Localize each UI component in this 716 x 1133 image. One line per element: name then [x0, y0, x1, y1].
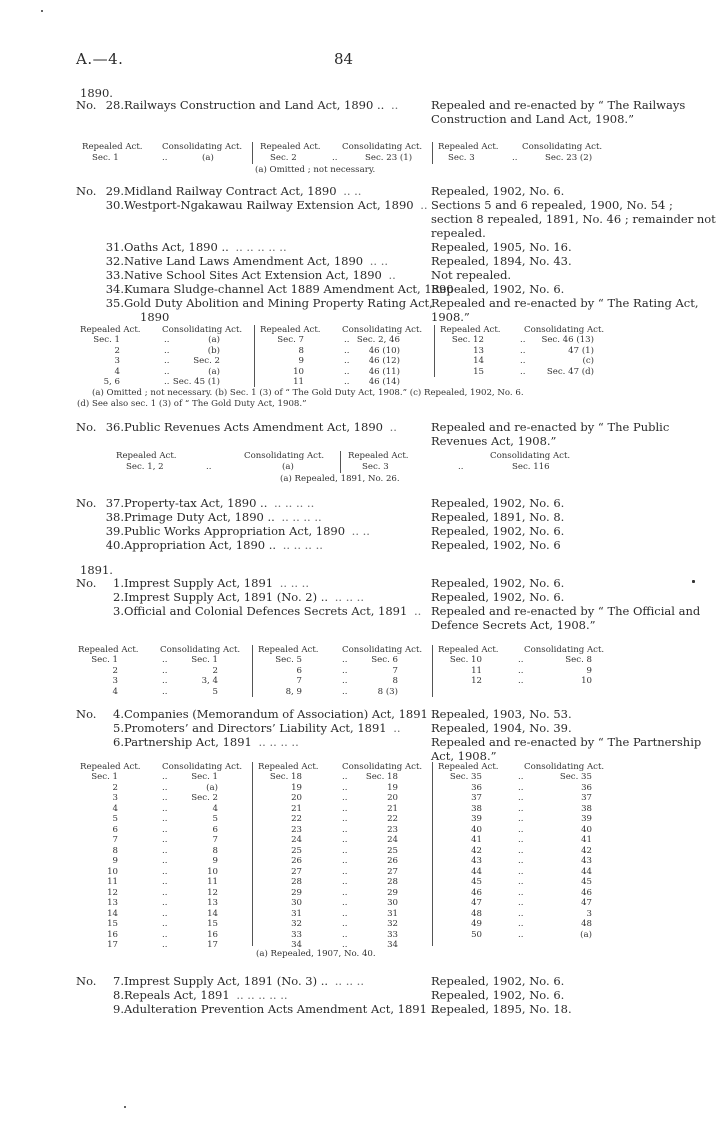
table-cell: 4 — [212, 803, 218, 814]
table-cell: 41 — [471, 835, 482, 845]
table-cell: 10 — [107, 866, 118, 877]
table-cell: 19 — [387, 782, 398, 793]
act-entry-1891-9: 9. Adulteration Prevention Acts Amendment Act, 1891 .. Repealed, 1895, No. 18. — [113, 1002, 572, 1016]
table-footnote: (d) See also sec. 1 (3) of “ The Gold Duty Act, 1908.” — [77, 399, 307, 409]
act-entry-1890-28 — [76, 98, 686, 140]
table-cell: Sec. 2 — [193, 356, 220, 366]
table-cell: 28 — [387, 877, 398, 887]
table-cell: 19 — [291, 782, 302, 793]
table-cell: 16 — [107, 929, 118, 940]
table-cell: 3 — [112, 676, 118, 686]
table-cell: 7 — [212, 835, 218, 845]
table-cell: Sec. 6 — [371, 655, 398, 665]
table-cell: 48 — [581, 919, 592, 929]
table-cell: 7 — [392, 665, 398, 676]
act-entry-1891-3: 3. Official and Colonial Defences Secrets Act, 1891 .. Repealed and re-enacted by “ The Official and Defence Secrets Act, 1908.” — [113, 604, 701, 632]
table-cell: 20 — [291, 793, 302, 803]
table-footnote: (a) Omitted ; not necessary. (b) Sec. 1 (3) of “ The Gold Duty Act, 1908.” (c) Repealed, 1902, No. 6. — [92, 388, 524, 398]
table-cell: 23 — [387, 824, 398, 835]
table-cell: 46 (10) — [368, 345, 400, 356]
table-cell: 40 — [581, 824, 592, 835]
table-cell: 26 — [291, 856, 302, 866]
table-cell: 24 — [291, 835, 302, 845]
table-cell: 9 — [112, 856, 118, 866]
act-entry-1890-32: 32. Native Land Laws Amendment Act, 1890 .. .. Repealed, 1894, No. 43. — [105, 254, 572, 268]
table-cell: 46 (14) — [368, 377, 400, 387]
table-cell: (c) — [582, 356, 594, 366]
table-cell: 3 — [114, 356, 120, 366]
table-cell: 3 — [586, 908, 592, 919]
table-cell: 8, 9 — [285, 686, 302, 697]
table-cell: 25 — [387, 845, 398, 856]
table-cell: 5 — [112, 814, 118, 824]
table-cell: 44 — [581, 866, 592, 877]
table-cell: 45 — [581, 877, 592, 887]
table-cell: 46 (12) — [368, 356, 400, 366]
table-cell: 2 — [112, 665, 118, 676]
table-cell: 38 — [581, 803, 592, 814]
table-cell: 34 — [387, 940, 398, 950]
table-cell: 43 — [581, 856, 592, 866]
table-cell: 41 — [581, 835, 592, 845]
table-cell: 8 — [298, 345, 304, 356]
act-entry-1891-1: No. 1. Imprest Supply Act, 1891 .. .. .. Repealed, 1902, No. 6. — [76, 576, 565, 590]
table-cell: 29 — [291, 887, 302, 898]
table-1891-6: Repealed Act. Consolidating Act. Repealed Act. Consolidating Act. Repealed Act. Consolidating Act. Sec. 1 Sec. 1 .. Sec. 18 Sec. 18 .. Sec. 35 Sec. 35 .. 2 (a) .. 19 19 .. 36 36 .. 3 Sec. 2 .. 20 20 .. 37 37 .. 4 4 .. 21 21 .. 38 38 .. 5 5 .. 22 22 .. 39 39 .. 6 6 .. 23 23 .. 40 40 .. 7 7 .. 24 24 .. 41 41 .. 8 8 .. 25 25 .. 42 42 .. 9 9 .. 26 26 .. 43 43 .. 10 10 .. 27 27 .. 44 44 .. 11 11 .. 28 28 .. 45 45 .. 12 12 .. 29 29 .. 46 46 .. 13 13 .. 30 30 .. 47 47 .. 14 14 .. 31 31 .. 48 3 .. 15 15 .. 32 32 .. 49 48 .. 16 16 .. 33 33 .. 50 (a) .. 17 17 .. 34 34 .. (a) Repealed, 1907, No. 40. — [80, 762, 605, 959]
table-cell: 27 — [291, 866, 302, 877]
table-1890-35: Repealed Act. Consolidating Act. Repealed Act. Consolidating Act. Repealed Act. Consolidating Act. Sec. 1 (a) .. Sec. 7 Sec. 2, 46 .. Sec. 12 Sec. 46 (13) .. 2 (b) .. 8 46 (10) .. 13 47 (1) .. 3 Sec. 2 .. 9 46 (12) .. 14 (c) .. 4 (a) .. 10 46 (11) .. 15 Sec. 47 (d) .. 5, 6 Sec. 45 (1) .. 11 46 (14) .. (a) Omitted ; not necessary. (b) Sec. 1 (3) of “ The Gold Duty Act, 1908.” (c) Repealed, 1902, No. 6. (d) See also sec. 1 (3) of “ The Gold Duty Act, 1908.” — [77, 325, 605, 409]
table-cell: 8 — [112, 845, 118, 856]
table-cell: 12 — [207, 887, 218, 898]
table-cell: 15 — [473, 366, 484, 377]
table-cell: Sec. 1 — [93, 335, 120, 345]
act-status: Repealed and re-enacted by “ The Railways Construction and Land Act, 1908.” — [431, 98, 686, 126]
table-cell: Sec. 2 — [270, 153, 297, 163]
table-cell: 13 — [473, 345, 484, 356]
table-cell: Sec. 1 — [92, 153, 119, 163]
table-cell: 14 — [473, 356, 484, 366]
table-cell: (a) — [206, 782, 218, 793]
table-cell: 40 — [471, 824, 482, 835]
table-cell: 46 — [581, 887, 592, 898]
act-entry-1890-40: 40. Appropriation Act, 1890 .. .. .. .. .. Repealed, 1902, No. 6 — [105, 538, 561, 552]
table-cell: 16 — [207, 929, 218, 940]
table-cell: 33 — [291, 929, 302, 940]
table-cell: 36 — [581, 782, 592, 793]
table-cell: 9 — [586, 665, 592, 676]
table-cell: 43 — [471, 856, 482, 866]
table-cell: 22 — [387, 814, 398, 824]
table-cell: 11 — [207, 877, 218, 887]
table-cell: Sec. 5 — [275, 655, 302, 665]
table-cell: 2 — [114, 345, 120, 356]
table-cell: 23 — [291, 824, 302, 835]
act-entry-1890-29: No. 29. Midland Railway Contract Act, 1890 .. .. Repealed, 1902, No. 6. — [76, 184, 565, 198]
table-cell: 37 — [471, 793, 482, 803]
table-cell: Sec. 1 — [91, 772, 118, 782]
table-cell: 47 (1) — [568, 345, 594, 356]
table-cell: 44 — [471, 866, 482, 877]
table-cell: 14 — [107, 908, 118, 919]
act-entry-1890-37: No. 37. Property-tax Act, 1890 .. .. .. .. .. Repealed, 1902, No. 6. — [76, 496, 565, 510]
table-cell: 47 — [581, 898, 592, 908]
table-cell: 38 — [471, 803, 482, 814]
table-cell: 39 — [581, 814, 592, 824]
table-cell: 42 — [471, 845, 482, 856]
table-cell: 21 — [291, 803, 302, 814]
table-cell: 12 — [107, 887, 118, 898]
table-cell: 5, 6 — [103, 377, 120, 387]
table-cell: 26 — [387, 856, 398, 866]
table-cell: 17 — [207, 940, 218, 950]
act-entry-1890-39: 39. Public Works Appropriation Act, 1890 .. .. Repealed, 1902, No. 6. — [105, 524, 565, 538]
table-cell: 33 — [387, 929, 398, 940]
col-header-consolidating: Consolidating Act. — [162, 142, 243, 152]
table-1890-28: Repealed Act. Consolidating Act. Repealed Act. Consolidating Act. Repealed Act. Consolidating Act. Sec. 1 .. (a) Sec. 2 .. Sec. 23 (1) Sec. 3 .. Sec. 23 (2) (a) Omitted ; not necessary. — [82, 142, 603, 175]
table-footnote: (a) Omitted ; not necessary. — [255, 165, 376, 175]
table-cell: 6 — [112, 824, 118, 835]
act-entry-1890-35: 35. Gold Duty Abolition and Mining Property Rating Act, 1890 Repealed and re-enacted by “ The Rating Act, 1908.” — [105, 296, 699, 324]
table-cell: 36 — [471, 782, 482, 793]
table-cell: 50 — [471, 929, 482, 940]
table-cell: Sec. 10 — [449, 655, 482, 665]
table-cell: 34 — [291, 940, 302, 950]
act-entry-1890-38: 38. Primage Duty Act, 1890 .. .. .. .. .. Repealed, 1891, No. 8. — [105, 510, 565, 524]
table-cell: 3, 4 — [201, 676, 218, 686]
table-cell: Sec. 35 — [559, 772, 592, 782]
table-cell: 17 — [107, 940, 118, 950]
page-number: 84 — [334, 50, 354, 68]
table-cell: 14 — [207, 908, 218, 919]
table-cell: Sec. 35 — [449, 772, 482, 782]
table-cell: Sec. 47 (d) — [546, 366, 594, 377]
col-header-consolidating: Consolidating Act. — [522, 142, 603, 152]
col-header-repealed: Repealed Act. — [82, 142, 143, 152]
table-cell: 47 — [471, 898, 482, 908]
table-cell: (a) — [580, 929, 592, 940]
table-cell: 7 — [112, 835, 118, 845]
col-header-consolidating: Consolidating Act. — [342, 142, 423, 152]
table-cell: 46 (11) — [368, 366, 400, 377]
table-cell: 9 — [212, 856, 218, 866]
act-number: 28. — [105, 98, 124, 112]
table-cell: Sec. 18 — [269, 772, 302, 782]
table-cell: 30 — [291, 898, 302, 908]
table-cell: 7 — [296, 676, 302, 686]
table-cell: 39 — [471, 814, 482, 824]
table-cell: 37 — [581, 793, 592, 803]
table-cell: 5 — [212, 814, 218, 824]
table-cell: Sec. 46 (13) — [541, 335, 594, 345]
table-cell: 13 — [107, 898, 118, 908]
table-cell: Sec. 23 (2) — [545, 153, 593, 163]
table-cell: 4 — [114, 366, 120, 377]
table-cell: 45 — [471, 877, 482, 887]
table-cell: 6 — [212, 824, 218, 835]
table-cell: Sec. 45 (1) — [172, 377, 220, 387]
table-cell: 49 — [471, 919, 482, 929]
table-cell: Sec. 8 — [565, 655, 592, 665]
table-cell: 42 — [581, 845, 592, 856]
table-cell: 21 — [387, 803, 398, 814]
year-heading-1890: 1890. — [80, 86, 113, 100]
table-cell: 2 — [212, 665, 218, 676]
table-cell: 11 — [293, 377, 304, 387]
table-cell: 15 — [207, 919, 218, 929]
act-entry-1890-36: No. 36. Public Revenues Acts Amendment Act, 1890 .. Repealed and re-enacted by “ The Public Revenues Act, 1908.” — [76, 420, 670, 448]
table-cell: 46 — [471, 887, 482, 898]
table-cell: 48 — [471, 908, 482, 919]
table-cell: (b) — [207, 345, 220, 356]
table-cell: 31 — [291, 908, 302, 919]
no-label: No. — [76, 98, 97, 112]
col-header-repealed: Repealed Act. — [438, 142, 499, 152]
table-cell: Sec. 7 — [277, 335, 304, 345]
table-cell: Sec. 2 — [191, 793, 218, 803]
col-header-repealed: Repealed Act. — [260, 142, 321, 152]
table-cell: 12 — [471, 676, 482, 686]
table-cell: 4 — [112, 686, 118, 697]
table-cell: 28 — [291, 877, 302, 887]
table-cell: (a) — [202, 153, 214, 163]
table-cell: (a) — [208, 335, 220, 345]
table-cell: 11 — [107, 877, 118, 887]
table-cell: 27 — [387, 866, 398, 877]
table-cell: Sec. 1 — [91, 655, 118, 665]
table-cell: 3 — [112, 793, 118, 803]
table-cell: 11 — [471, 665, 482, 676]
table-cell: 8 — [392, 676, 398, 686]
act-entry-1890-30: 30. Westport-Ngakawau Railway Extension Act, 1890 .. Sections 5 and 6 repealed, 1900, No. 54 ; section 8 repealed, 1891, No. 46 ; remainder not repealed. — [105, 198, 716, 240]
table-cell: Sec. 2, 46 — [356, 335, 400, 345]
table-cell: Sec. 3 — [448, 153, 475, 163]
table-footnote: (a) Repealed, 1907, No. 40. — [256, 949, 376, 959]
table-cell: 9 — [298, 356, 304, 366]
act-entry-1891-6: 6. Partnership Act, 1891 .. .. .. .. Repealed and re-enacted by “ The Partnership Act, 1908.” — [113, 735, 702, 763]
table-cell: 20 — [387, 793, 398, 803]
act-entry-1891-5: 5. Promoters’ and Directors’ Liability Act, 1891 .. Repealed, 1904, No. 39. — [113, 721, 572, 735]
act-title: Railways Construction and Land Act, 1890 .. .. — [124, 98, 399, 112]
table-cell: 8 (3) — [377, 686, 398, 697]
table-cell: 6 — [296, 665, 302, 676]
table-cell: (a) — [208, 366, 220, 377]
table-cell: 30 — [387, 898, 398, 908]
document-code: A.—4. — [76, 50, 124, 68]
table-cell: 31 — [387, 908, 398, 919]
table-cell: Sec. 12 — [451, 335, 484, 345]
table-cell: 24 — [387, 835, 398, 845]
table-cell: 10 — [581, 676, 592, 686]
table-cell: Sec. 1 — [191, 772, 218, 782]
table-1890-36: Repealed Act. Consolidating Act. Repealed Act. Consolidating Act. Sec. 1, 2 .. (a) Sec. 3 .. Sec. 116 (a) Repealed, 1891, No. 26. — [116, 451, 571, 484]
table-cell: 15 — [107, 919, 118, 929]
table-cell: 25 — [291, 845, 302, 856]
table-cell: Sec. 18 — [365, 772, 398, 782]
table-cell: Sec. 1 — [191, 655, 218, 665]
table-cell: 5 — [212, 686, 218, 697]
year-heading-1891: 1891. — [80, 563, 113, 577]
table-cell: 8 — [212, 845, 218, 856]
table-cell: 10 — [293, 366, 304, 377]
act-entry-1890-31: 31. Oaths Act, 1890 .. .. .. .. .. .. Repealed, 1905, No. 16. — [105, 240, 572, 254]
table-footnote: (a) Repealed, 1891, No. 26. — [280, 474, 400, 484]
table-cell: 13 — [207, 898, 218, 908]
table-cell: 2 — [112, 782, 118, 793]
table-cell: 4 — [112, 803, 118, 814]
act-entry-1891-2: 2. Imprest Supply Act, 1891 (No. 2) .. .. .. .. Repealed, 1902, No. 6. — [113, 590, 565, 604]
table-cell: 29 — [387, 887, 398, 898]
act-entry-1890-34: 34. Kumara Sludge-channel Act 1889 Amendment Act, 1890 Repealed, 1902, No. 6. — [105, 282, 565, 296]
act-entry-1890-33: 33. Native School Sites Act Extension Act, 1890 .. Not repealed. — [105, 268, 512, 282]
table-1891-3: Repealed Act. Consolidating Act. Repealed Act. Consolidating Act. Repealed Act. Consolidating Act. Sec. 1 Sec. 1 .. Sec. 5 Sec. 6 .. Sec. 10 Sec. 8 .. 2 2 .. 6 7 .. 11 9 .. 3 3, 4 .. 7 8 .. 12 10 .. 4 5 .. 8, 9 8 (3) .. — [78, 645, 605, 697]
act-entry-1891-8: 8. Repeals Act, 1891 .. .. .. .. .. Repealed, 1902, No. 6. — [113, 988, 565, 1002]
table-cell: 32 — [291, 919, 302, 929]
table-cell: 10 — [207, 866, 218, 877]
table-cell: Sec. 23 (1) — [365, 153, 413, 163]
act-entry-1891-7: No. 7. Imprest Supply Act, 1891 (No. 3) .. .. .. .. Repealed, 1902, No. 6. — [76, 974, 565, 988]
act-entry-1891-4: No. 4. Companies (Memorandum of Association) Act, 1891 .. Repealed, 1903, No. 53. — [76, 707, 572, 721]
table-cell: 22 — [291, 814, 302, 824]
table-cell: 32 — [387, 919, 398, 929]
